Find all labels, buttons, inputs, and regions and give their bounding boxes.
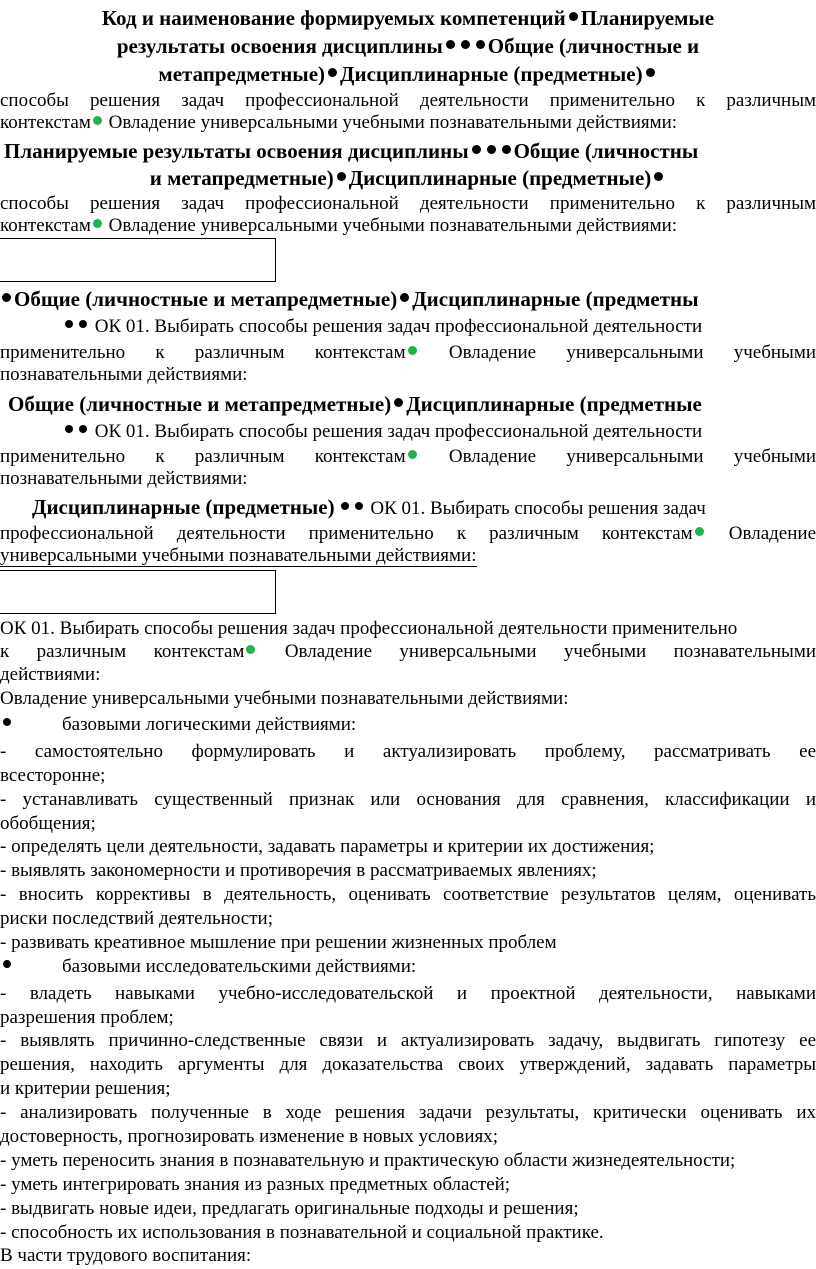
text-line: - анализировать полученные в ходе решения задачи результаты, критически оценивать их [0,1102,816,1123]
text-line: способы решения задач профессиональной деятельности применительно к различным [0,90,816,111]
text-line: универсальными учебными познавательными действиями: [0,545,477,566]
green-bullet-icon [408,346,417,355]
bullet-icon [337,172,346,181]
text-line: - владеть навыками учебно-исследовательской и проектной деятельности, навыками [0,983,816,1004]
heading-line: Общие (личностные и метапредметные) Дисциплинарные (предметные [8,392,702,416]
header-fragment [0,0,816,135]
general-fragment [0,284,816,390]
text-line: познавательными действиями: [0,364,248,385]
text-line: - устанавливать существенный признак или основания для сравнения, классификации и [0,789,816,810]
green-bullet-icon [408,450,417,459]
text-line: способы решения задач профессиональной деятельности применительно к различным [0,193,816,214]
bullet-icon [65,425,73,433]
text-line: - выдвигать новые идеи, предлагать оригинальные подходы и решения; [0,1198,579,1219]
text-line: познавательными действиями: [0,468,248,489]
text-line: - определять цели деятельности, задавать параметры и критерии их достижения; [0,836,655,857]
text-line: - развивать креативное мышление при решении жизненных проблем [0,932,557,953]
bullet-item: базовыми логическими действиями: [0,714,816,736]
text-line: Овладение универсальными учебными познавательными действиями: [0,688,569,709]
bullet-icon [3,718,11,726]
heading-line: Общие (личностные и метапредметные) Дисциплинарные (предметны [0,286,816,312]
bullet-item: базовыми исследовательскими действиями: [0,956,816,978]
bullet-icon [487,145,496,154]
text-line: - вносить коррективы в деятельность, оценивать соответствие результатов целям, оценивать [0,884,816,905]
bullet-icon [502,145,511,154]
bullet-icon [400,293,409,302]
green-bullet-icon [246,645,255,654]
green-bullet-icon [93,219,102,228]
text-line: - выявлять закономерности и противоречия в рассматриваемых явлениях; [0,860,597,881]
text-line: ОК 01. Выбирать способы решения задач профессиональной деятельности [62,421,816,443]
ok01-fragment [0,616,816,686]
bullet-icon [328,68,337,77]
text-line: - способность их использования в познавательной и социальной практике. [0,1222,604,1243]
text-line: всесторонне; [0,765,106,786]
bullet-icon [646,68,655,77]
bullet-icon [446,40,455,49]
heading-line: Дисциплинарные (предметные) ОК 01. Выбирать способы решения задач [32,495,706,519]
text-line: обобщения; [0,813,96,834]
bullet-icon [341,502,349,510]
text-line: контекстам Овладение универсальными учебными познавательными действиями: [0,215,678,236]
green-bullet-icon [93,116,102,125]
section-heading: В части трудового воспитания: [0,1245,252,1266]
text-line: к различным контекстам Овладение универсальными учебными познавательными [0,641,816,662]
heading-line-1: Код и наименование формируемых компетенций Планируемые [101,6,715,30]
bullet-icon [3,960,11,968]
heading-line: Планируемые результаты освоения дисциплины Общие (личностны [4,139,699,163]
text-line: решения, находить аргументы для доказательства своих утверждений, задавать параметры [0,1054,816,1075]
text-line: применительно к различным контекстам Овладение универсальными учебными [0,342,816,363]
bullet-icon [79,425,87,433]
heading-line: и метапредметные) Дисциплинарные (предметные) [0,165,816,191]
text-line: - уметь интегрировать знания из разных предметных областей; [0,1174,511,1195]
bullet-icon [65,320,73,328]
bullet-icon [569,12,578,21]
text-line: и критерии решения; [0,1078,171,1099]
text-line: применительно к различным контекстам Овладение универсальными учебными [0,446,816,467]
bullet-icon [79,320,87,328]
heading-line-2: результаты освоения дисциплины Общие (личностные и [116,34,700,58]
text-line: разрешения проблем; [0,1007,174,1028]
general-fragment-2 [0,390,816,490]
empty-cell-box [0,238,276,282]
text-line: достоверность, прогнозировать изменение в новых условиях; [0,1126,499,1147]
text-line: контекстам Овладение универсальными учебными познавательными действиями: [0,112,678,133]
green-bullet-icon [695,527,704,536]
text-line: - выявлять причинно-следственные связи и актуализировать задачу, выдвигать гипотезу ее [0,1030,816,1051]
heading-line-3: метапредметные) Дисциплинарные (предметные) [0,61,816,87]
bullet-icon [2,293,11,302]
bullet-icon [461,40,470,49]
text-line: профессиональной деятельности применительно к различным контекстам Овладение [0,523,816,544]
text-line: - уметь переносить знания в познавательную и практическую области жизнедеятельности; [0,1150,736,1171]
planned-fragment [0,136,816,236]
text-line: ОК 01. Выбирать способы решения задач профессиональной деятельности [62,316,816,338]
bullet-icon [476,40,485,49]
text-line: риски последствий деятельности; [0,908,273,929]
empty-cell-box [0,570,276,614]
text-line: действиями: [0,664,101,685]
bullet-icon [654,172,663,181]
text-line: - самостоятельно формулировать и актуализировать проблему, рассматривать ее [0,741,816,762]
text-line: ОК 01. Выбирать способы решения задач профессиональной деятельности применительно [0,618,738,639]
bullet-icon [394,398,403,407]
bullet-icon [472,145,481,154]
bullet-icon [355,502,363,510]
disciplinary-fragment [0,492,816,570]
